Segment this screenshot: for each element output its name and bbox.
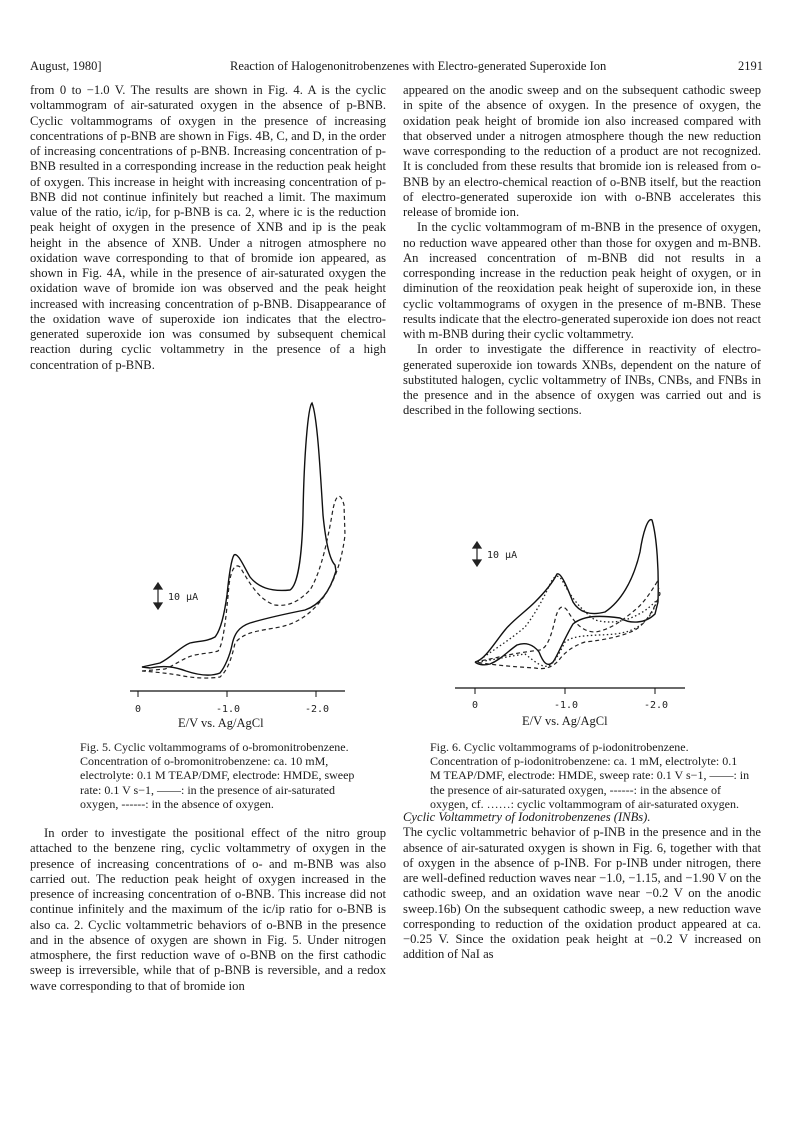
fig5-tick-minus1: -1.0 [216, 704, 241, 715]
header-date: August, 1980] [30, 59, 102, 73]
fig5-axis-label: E/V vs. Ag/AgCl [178, 716, 264, 730]
paragraph: In order to investigate the positional effect of the nitro group attached to the benzene ring, cyclic voltammetry of oxygen in the presence of increasing concentrations of o- and m-BNB was also carried out. The reduction peak height of oxygen increased in the presence of increasing concentration of o-BNB. This increase did not continue infinitely and the maximum of the ic/ip ratio for o-BNB is also ca. 2. Cyclic voltammetric behaviors of o-BNB in the presence and in the absence of oxygen are shown in Fig. 5. Under nitrogen atmosphere, the first reduction wave of o-BNB on the first cathodic sweep is irreversible, while that of p-BNB is reversible, and a redox wave corresponding to that of bromide ion [30, 826, 386, 993]
fig6-caption: Fig. 6. Cyclic voltammograms of p-iodonitrobenzene. Concentration of p-iodonitrobenzene: ca. 1 mM, electrolyte: 0.1 M TEAP/DMF, electrode: HMDE, sweep rate: 0.1 V s−1, ——: in the presence of air-saturated oxygen, ------: in the absence of oxygen, cf. ……: cyclic voltammogram of air-saturated oxygen. [430, 740, 750, 811]
fig6-curve-nitrogen [475, 582, 660, 669]
fig5-scale-bar [154, 583, 162, 609]
paragraph: appeared on the anodic sweep and on the subsequent cathodic sweep in spite of the absence of oxygen. In the presence of oxygen, the oxidation peak height of bromide ion also increased compared with that observed under a nitrogen atmosphere though the new reduction wave corresponding to the reduction of a product are not recognized. It is concluded from these results that bromide ion is released from o-BNB by an electro-chemical reaction of o-BNB itself, but the reaction of electro-generated superoxide ion with o-BNB accelerates this release of bromide ion. [403, 83, 761, 219]
right-column-bottom [403, 810, 761, 963]
fig5-curve-nitrogen [142, 496, 345, 678]
figure-6 [455, 512, 695, 712]
fig5-caption: Fig. 5. Cyclic voltammograms of o-bromonitrobenzene. Concentration of o-bromonitrobenzene: ca. 10 mM, electrolyte: 0.1 M TEAP/DMF, electrode: HMDE, sweep rate: 0.1 V s−1, ——: in the presence of air-saturated oxygen, ------: in the absence of oxygen. [80, 740, 355, 811]
fig6-tick-minus2: -2.0 [644, 700, 669, 711]
section-heading: Cyclic Voltammetry of Iodonitrobenzenes (INBs). [403, 810, 651, 824]
left-column-bottom [30, 826, 386, 994]
fig6-curve-oxygen [475, 520, 658, 665]
fig6-scale-bar [473, 542, 481, 566]
fig6-scale-label: 10 μA [487, 550, 518, 561]
right-column-top [403, 83, 761, 419]
figure-5 [120, 395, 350, 715]
fig6-axis-label: E/V vs. Ag/AgCl [522, 714, 608, 728]
running-header [30, 59, 763, 75]
fig6-tick-0: 0 [472, 700, 479, 711]
paragraph: from 0 to −1.0 V. The results are shown in Fig. 4. A is the cyclic voltammogram of air-saturated oxygen in the absence of p-BNB. Cyclic voltammograms of oxygen in the presence of increasing concentrations of p-BNB are shown in Figs. 4B, C, and D, in the order of increasing concentrations of p-BNB. Increasing concentration of p-BNB resulted in a corresponding increase in the reduction peak height of oxygen. This increase in height with increasing concentration of p-BNB did not continue infinitely but reached a limit. The maximum value of the ratio, ic/ip, for p-BNB is ca. 2, where ic is the reduction peak height of oxygen in the presence of XNB and ip is the peak height in the absence of XNB. Under a nitrogen atmosphere no oxidation wave corresponding to that of bromide ion appeared, as shown in Fig. 4A, while in the presence of air-saturated oxygen the oxidation wave of bromide ion was observed and the peak height increased with increasing concentration of p-BNB. Disappearance of the oxidation wave of superoxide ion indicates that the electro-generated superoxide ion was consumed by subsequent chemical reaction during cyclic voltammetry in the presence of a high concentration of p-BNB. [30, 83, 386, 372]
left-column-top [30, 83, 386, 373]
header-title: Reaction of Halogenonitrobenzenes with Electro-generated Superoxide Ion [230, 59, 607, 73]
page-number: 2191 [738, 59, 763, 73]
paragraph: In the cyclic voltammogram of m-BNB in the presence of oxygen, no reduction wave appeared other than those for oxygen and m-BNB. An increased concentration of m-BNB did not results in a corresponding increase in the reduction peak height of oxygen, or in diminution of the reoxidation peak height of superoxide ion, in these cyclic voltammograms of oxygen in the presence of m-BNB. These results indicate that the electro-generated superoxide ion does not react with m-BNB during their cyclic voltammetry. [403, 220, 761, 341]
fig5-tick-0: 0 [135, 704, 142, 715]
fig6-tick-minus1: -1.0 [554, 700, 579, 711]
paragraph: The cyclic voltammetric behavior of p-INB in the presence and in the absence of air-saturated oxygen is shown in Fig. 6, together with that of oxygen in the absence of p-INB. For p-INB under nitrogen, there are well-defined reduction waves near −1.0, −1.15, and −1.90 V on the cathodic sweep, and an oxidation wave near −0.2 V on the anodic sweep.16b) On the subsequent cathodic sweep, a new reduction wave corresponding to reduction of the oxidation product appeared at ca. −0.25 V. Since the oxidation peak height at −0.2 V increased on addition of NaI as [403, 825, 761, 962]
fig5-scale-label: 10 μA [168, 592, 199, 603]
fig5-tick-minus2: -2.0 [305, 704, 330, 715]
fig5-curve-oxygen [142, 403, 336, 675]
paragraph: In order to investigate the difference in reactivity of electro-generated superoxide ion towards XNBs, dependent on the nature of substituted halogen, cyclic voltammetry of INBs, CNBs, and FNBs in the presence and in the absence of oxygen was carried out and is described in the following sections. [403, 342, 761, 418]
